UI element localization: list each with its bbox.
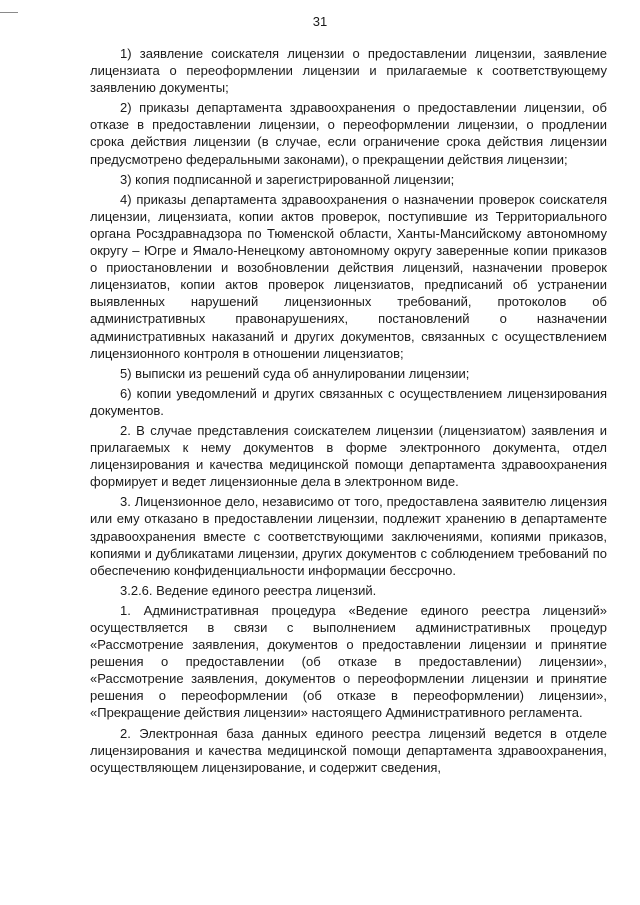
document-body	[90, 45, 607, 776]
paragraph-list-item-3: 3) копия подписанной и зарегистрированной лицензии;	[120, 171, 455, 187]
paragraph-registry-clause-2: 2. Электронная база данных единого реестра лицензий ведется в отделе лицензирования и качества медицинской помощи департамента здравоохранения, осуществляющем лицензирование, и содержит сведения,	[90, 725, 607, 775]
paragraph-registry-clause-1: 1. Административная процедура «Ведение единого реестра лицензий» осуществляется в связи с выполнением административных процедур «Рассмотрение заявления, документов о предоставлении лицензии и принятие решения о предоставлении (об отказе в предоставлении) лицензии», «Рассмотрение заявления, документов о переоформлении лицензии и принятие решения о переоформлении (об отказе в переоформлении) лицензии», «Прекращение действия лицензии» настоящего Административного регламента.	[90, 602, 607, 721]
paragraph-clause-2: 2. В случае представления соискателем лицензии (лицензиатом) заявления и прилагаемых к нему документов в форме электронного документа, отдел лицензирования и качества медицинской помощи департамента здравоохранения формирует и ведет лицензионные дела в электронном виде.	[90, 422, 607, 490]
paragraph-list-item-5: 5) выписки из решений суда об аннулировании лицензии;	[120, 365, 470, 381]
paragraph-list-item-4: 4) приказы департамента здравоохранения о назначении проверок соискателя лицензии, лицензиата, копии актов проверок, поступившие из Территориального органа Росздравнадзора по Тюменской области, Ханты-Мансийскому автономному округу – Югре и Ямало-Ненецкому автономному округу заверенные копии приказов о приостановлении и возобновлении действия лицензий, назначении проверок лицензиатов, копии актов проверок лицензиатов, предписаний об устранении выявленных нарушений лицензионных требований, протоколов об административных правонарушениях, постановлений о назначении административных наказаний и других документов, связанных с осуществлением лицензионного контроля в отношении лицензиатов;	[90, 191, 607, 361]
paragraph-clause-3: 3. Лицензионное дело, независимо от того, предоставлена заявителю лицензия или ему отказано в предоставлении лицензии, подлежит хранению в департаменте здравоохранения вместе с соответствующими заключениями, копиями приказов, копиями и дубликатами лицензии, других документов с соблюдением требований по обеспечению конфиденциальности информации бессрочно.	[90, 494, 607, 578]
paragraph-list-item-6: 6) копии уведомлений и других связанных с осуществлением лицензирования документов.	[90, 385, 607, 418]
page-number: 31	[312, 14, 328, 29]
corner-mark	[0, 12, 18, 13]
paragraph-list-item-1: 1) заявление соискателя лицензии о предоставлении лицензии, заявление лицензиата о переоформлении лицензии и прилагаемые к соответствующему заявлению документы;	[90, 46, 607, 96]
section-heading-3-2-6: 3.2.6. Ведение единого реестра лицензий.	[120, 582, 377, 598]
paragraph-list-item-2: 2) приказы департамента здравоохранения о предоставлении лицензии, об отказе в предоставлении лицензии, о переоформлении лицензии, о продлении срока действия лицензии (в случае, если ограничение срока действия лицензии предусмотрено федеральными законами), о прекращении действия лицензии;	[90, 100, 607, 167]
